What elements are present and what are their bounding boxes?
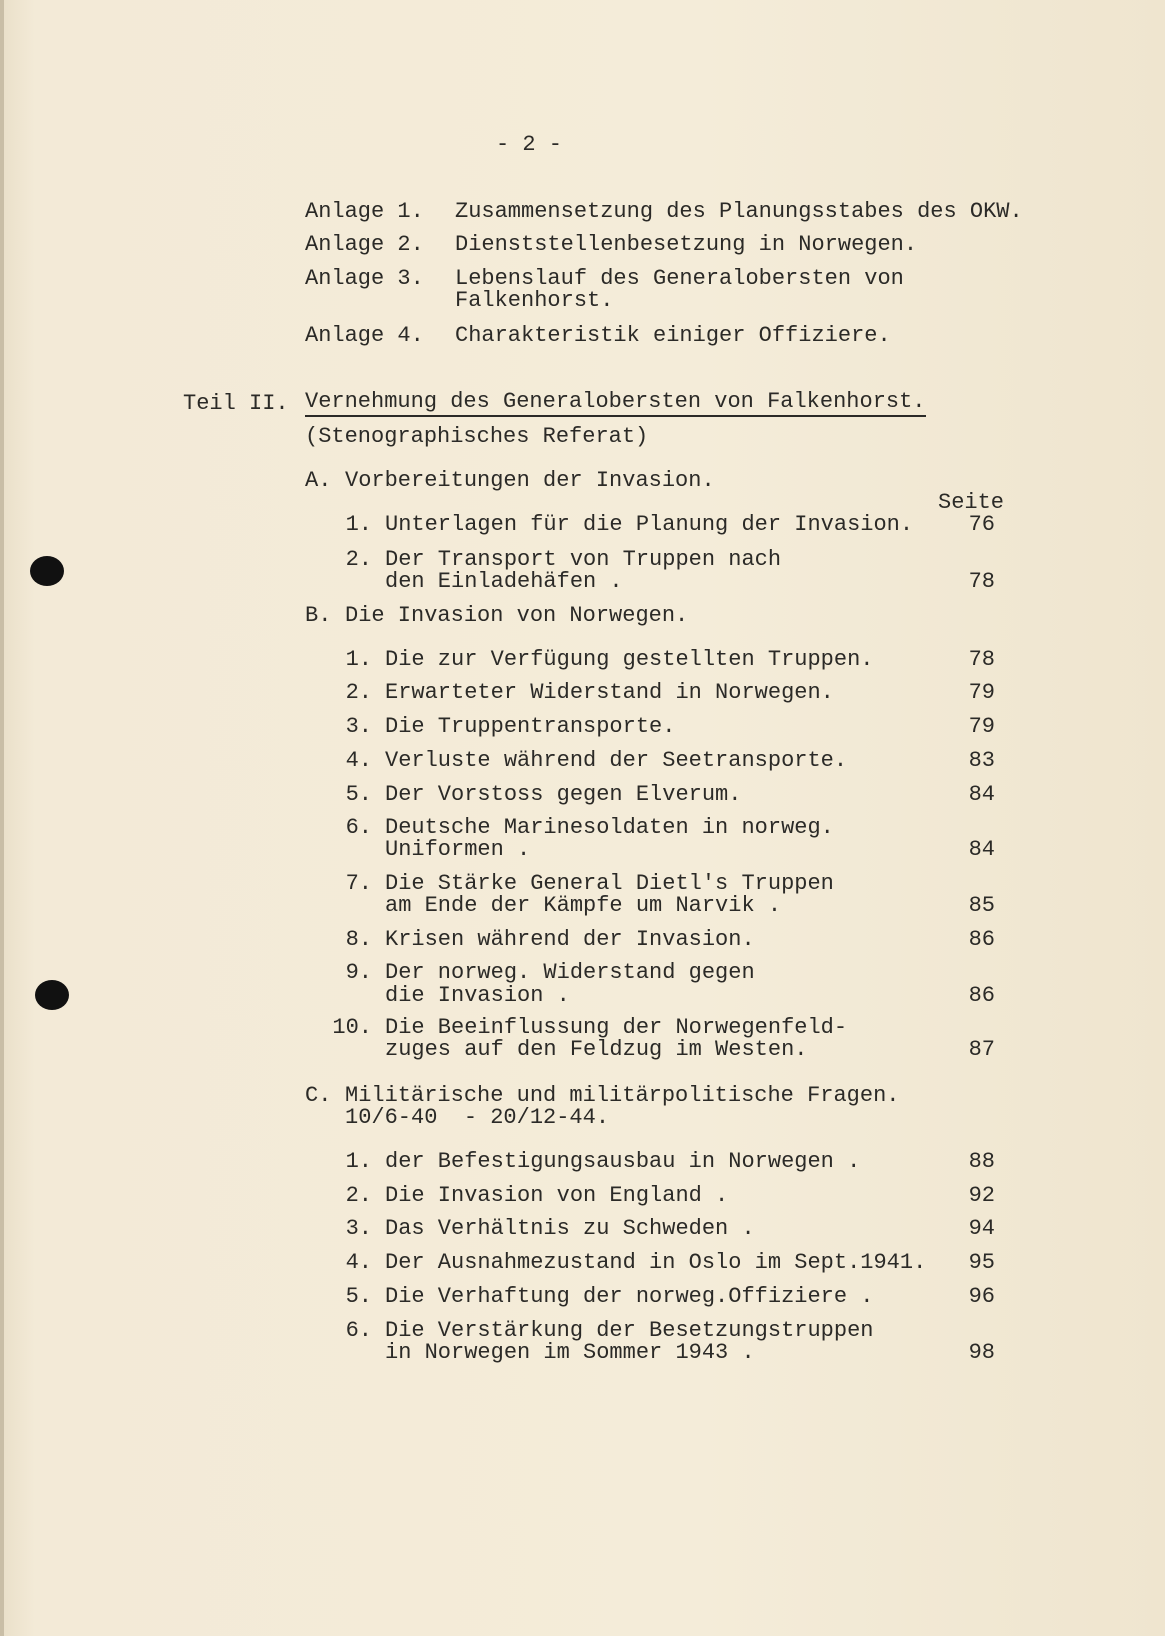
toc-item-title: Verluste während der Seetransporte. xyxy=(385,748,848,773)
section-title: Militärische und militärpolitische Fragen. xyxy=(345,1083,900,1108)
toc-item-title: am Ende der Kämpfe um Narvik . xyxy=(385,893,782,918)
toc-item-title: Die Verhaftung der norweg.Offiziere . xyxy=(385,1284,874,1309)
toc-item-number: 6. xyxy=(345,815,372,840)
toc-page-number: 78 xyxy=(968,569,995,594)
toc-page-number: 78 xyxy=(968,647,995,672)
toc-item-number: 4. xyxy=(345,1250,372,1275)
toc-page-number: 98 xyxy=(968,1340,995,1365)
appendix-title: Falkenhorst. xyxy=(455,288,614,313)
toc-page-number: 92 xyxy=(968,1183,995,1208)
part-subtitle: (Stenographisches Referat) xyxy=(305,424,649,449)
page-column-header: Seite xyxy=(938,490,1005,515)
section-title: Vorbereitungen der Invasion. xyxy=(345,468,715,493)
appendix-title: Charakteristik einiger Offiziere. xyxy=(455,323,891,348)
section-title: Die Invasion von Norwegen. xyxy=(345,603,689,628)
toc-item-number: 2. xyxy=(345,547,372,572)
toc-item-title: die Invasion . xyxy=(385,983,570,1008)
punch-hole xyxy=(30,556,64,586)
toc-item-title: Der Ausnahmezustand in Oslo im Sept.1941. xyxy=(385,1250,927,1275)
part-title: Vernehmung des Generalobersten von Falkenhorst. xyxy=(305,390,926,417)
toc-item-number: 9. xyxy=(345,960,372,985)
toc-item-title: Der Vorstoss gegen Elverum. xyxy=(385,782,742,807)
toc-item-title: Der norweg. Widerstand gegen xyxy=(385,960,755,985)
appendix-label: Anlage 1. xyxy=(305,199,424,224)
toc-item-number: 3. xyxy=(345,714,372,739)
appendix-label: Anlage 2. xyxy=(305,232,424,257)
toc-item-title: Die Invasion von England . xyxy=(385,1183,729,1208)
toc-page-number: 88 xyxy=(968,1149,995,1174)
toc-page-number: 84 xyxy=(968,782,995,807)
part-label: Teil II. xyxy=(183,391,289,416)
toc-item-title: Deutsche Marinesoldaten in norweg. xyxy=(385,815,834,840)
section-title: 10/6-40 - 20/12-44. xyxy=(345,1105,610,1130)
toc-item-title: Der Transport von Truppen nach xyxy=(385,547,782,572)
toc-item-number: 5. xyxy=(345,782,372,807)
toc-page-number: 85 xyxy=(968,893,995,918)
toc-item-number: 4. xyxy=(345,748,372,773)
appendix-title: Zusammensetzung des Planungsstabes des OKW. xyxy=(455,199,1023,224)
toc-item-number: 1. xyxy=(345,647,372,672)
toc-item-number: 5. xyxy=(345,1284,372,1309)
toc-page-number: 79 xyxy=(968,680,995,705)
toc-page-number: 86 xyxy=(968,927,995,952)
toc-item-title: in Norwegen im Sommer 1943 . xyxy=(385,1340,755,1365)
toc-item-title: Uniformen . xyxy=(385,837,531,862)
toc-item-title: Unterlagen für die Planung der Invasion. xyxy=(385,512,914,537)
appendix-title: Lebenslauf des Generalobersten von xyxy=(455,266,904,291)
toc-page-number: 79 xyxy=(968,714,995,739)
toc-item-title: Die Truppentransporte. xyxy=(385,714,676,739)
toc-page-number: 96 xyxy=(968,1284,995,1309)
toc-item-number: 7. xyxy=(345,871,372,896)
punch-hole xyxy=(35,980,69,1010)
toc-item-title: Erwarteter Widerstand in Norwegen. xyxy=(385,680,834,705)
toc-item-number: 8. xyxy=(345,927,372,952)
toc-item-number: 2. xyxy=(345,1183,372,1208)
toc-item-number: 3. xyxy=(345,1216,372,1241)
toc-item-number: 1. xyxy=(345,1149,372,1174)
toc-page-number: 94 xyxy=(968,1216,995,1241)
toc-item-number: 6. xyxy=(345,1318,372,1343)
toc-item-title: Die Beeinflussung der Norwegenfeld- xyxy=(385,1015,848,1040)
toc-page-number: 76 xyxy=(968,512,995,537)
section-label: C. xyxy=(305,1083,332,1108)
toc-item-number: 2. xyxy=(345,680,372,705)
toc-item-title: den Einladehäfen . xyxy=(385,569,623,594)
toc-item-title: Die Stärke General Dietl's Truppen xyxy=(385,871,834,896)
section-label: B. xyxy=(305,603,332,628)
page-number: - 2 - xyxy=(496,132,563,157)
toc-item-title: zuges auf den Feldzug im Westen. xyxy=(385,1037,808,1062)
toc-item-title: der Befestigungsausbau in Norwegen . xyxy=(385,1149,861,1174)
toc-item-title: Krisen während der Invasion. xyxy=(385,927,755,952)
toc-page-number: 86 xyxy=(968,983,995,1008)
toc-item-title: Die Verstärkung der Besetzungstruppen xyxy=(385,1318,874,1343)
toc-item-number: 1. xyxy=(345,512,372,537)
toc-page-number: 83 xyxy=(968,748,995,773)
appendix-label: Anlage 4. xyxy=(305,323,424,348)
section-label: A. xyxy=(305,468,332,493)
toc-item-number: 10. xyxy=(332,1015,372,1040)
appendix-title: Dienststellenbesetzung in Norwegen. xyxy=(455,232,918,257)
toc-page-number: 84 xyxy=(968,837,995,862)
toc-item-title: Die zur Verfügung gestellten Truppen. xyxy=(385,647,874,672)
toc-page-number: 95 xyxy=(968,1250,995,1275)
appendix-label: Anlage 3. xyxy=(305,266,424,291)
paper-edge xyxy=(0,0,4,1636)
toc-item-title: Das Verhältnis zu Schweden . xyxy=(385,1216,755,1241)
toc-page-number: 87 xyxy=(968,1037,995,1062)
